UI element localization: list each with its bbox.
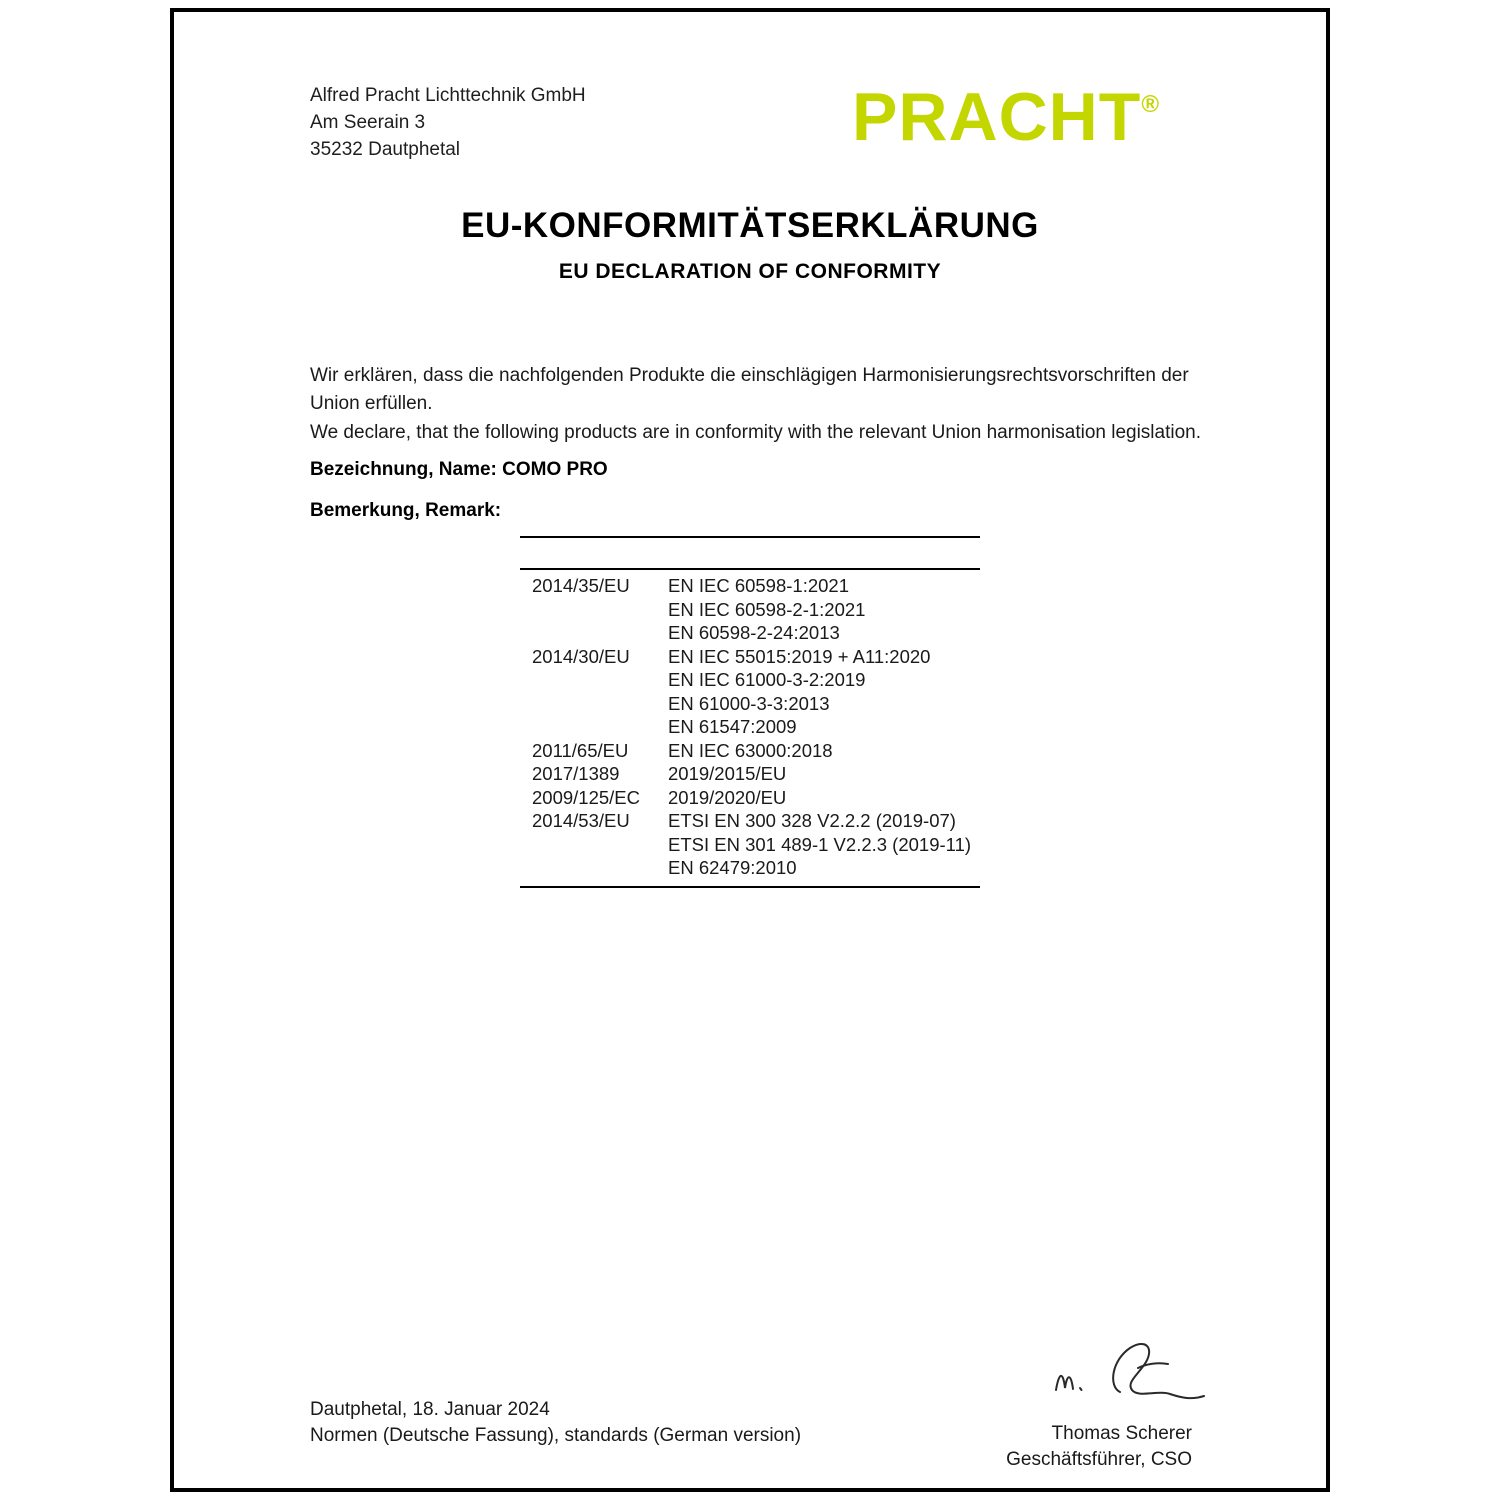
directive-cell: 2014/30/EU <box>532 645 630 667</box>
standard-cell: EN IEC 55015:2019 + A11:2020 <box>668 645 931 667</box>
sender-address <box>310 82 586 163</box>
table-row <box>520 833 980 857</box>
standards-table-body <box>520 570 980 886</box>
norms-note: Normen (Deutsche Fassung), standards (German version) <box>310 1425 802 1446</box>
standard-cell: 2019/2020/EU <box>668 786 787 808</box>
sender-company: Alfred Pracht Lichttechnik GmbH <box>310 85 586 106</box>
standard-cell: ETSI EN 301 489-1 V2.2.3 (2019-11) <box>668 833 972 855</box>
standard-cell: EN 62479:2010 <box>668 857 797 878</box>
product-name-line <box>310 459 608 481</box>
standard-cell: EN 61547:2009 <box>668 716 797 737</box>
table-row <box>520 598 980 622</box>
table-row <box>520 762 980 786</box>
sender-city: 35232 Dautphetal <box>310 139 461 160</box>
directive-cell <box>532 598 668 622</box>
table-row <box>520 786 980 810</box>
signer-name: Thomas Scherer <box>1051 1423 1192 1444</box>
table-row <box>520 809 980 833</box>
standard-cell: EN IEC 60598-2-1:2021 <box>668 598 866 620</box>
footer-right <box>1006 1421 1192 1473</box>
table-row <box>520 739 980 763</box>
document-title-en: EU DECLARATION OF CONFORMITY <box>558 260 942 283</box>
signature-image <box>1042 1338 1212 1421</box>
remark-label: Bemerkung, Remark: <box>310 500 502 521</box>
standard-cell: EN IEC 63000:2018 <box>668 739 833 761</box>
directive-cell <box>532 621 668 645</box>
standard-cell: EN IEC 60598-1:2021 <box>668 575 850 596</box>
footer-left <box>310 1397 801 1449</box>
signer-title: Geschäftsführer, CSO <box>1006 1449 1192 1470</box>
standard-cell: EN 60598-2-24:2013 <box>668 622 840 643</box>
directive-cell <box>532 715 668 739</box>
directive-cell <box>532 668 668 692</box>
title-block <box>0 206 1500 284</box>
table-row <box>520 645 980 669</box>
directive-cell: 2014/35/EU <box>532 575 630 596</box>
standard-cell: ETSI EN 300 328 V2.2.2 (2019-07) <box>668 810 956 831</box>
pracht-logo <box>852 78 1212 156</box>
directive-cell: 2017/1389 <box>532 763 620 784</box>
intro-paragraph-en: We declare, that the following products are in conformity with the relevant Union harmonisation legislation. <box>310 422 1202 443</box>
table-row <box>520 574 980 598</box>
table-row <box>520 621 980 645</box>
directive-cell <box>532 692 668 716</box>
document-title-de: EU-KONFORMITÄTSERKLÄRUNG <box>461 206 1039 245</box>
standards-table-header <box>520 538 980 570</box>
standards-table <box>520 536 980 888</box>
registered-trademark-icon: ® <box>1141 91 1161 118</box>
standard-cell: EN 61000-3-3:2013 <box>668 692 830 714</box>
table-row <box>520 856 980 880</box>
signature-icon <box>1042 1338 1212 1416</box>
remark-line <box>310 500 501 522</box>
directive-cell: 2009/125/EC <box>532 786 641 808</box>
sender-street: Am Seerain 3 <box>310 112 426 133</box>
standard-cell: 2019/2015/EU <box>668 763 787 784</box>
intro-paragraph-de: Wir erklären, dass die nachfolgenden Produkte die einschlägigen Harmonisierungsrechtsvorschriften der Union erfüllen. <box>310 365 1189 414</box>
table-row <box>520 668 980 692</box>
place-date: Dautphetal, 18. Januar 2024 <box>310 1399 550 1420</box>
directive-cell <box>532 833 668 857</box>
product-name-label: Bezeichnung, Name: <box>310 459 497 480</box>
standard-cell: EN IEC 61000-3-2:2019 <box>668 669 866 690</box>
directive-cell: 2011/65/EU <box>532 739 629 761</box>
table-row <box>520 715 980 739</box>
product-name-value: COMO PRO <box>502 459 608 480</box>
directive-cell <box>532 856 668 880</box>
table-row <box>520 692 980 716</box>
directive-cell: 2014/53/EU <box>532 810 630 831</box>
pracht-logo-text: PRACHT <box>852 79 1142 155</box>
